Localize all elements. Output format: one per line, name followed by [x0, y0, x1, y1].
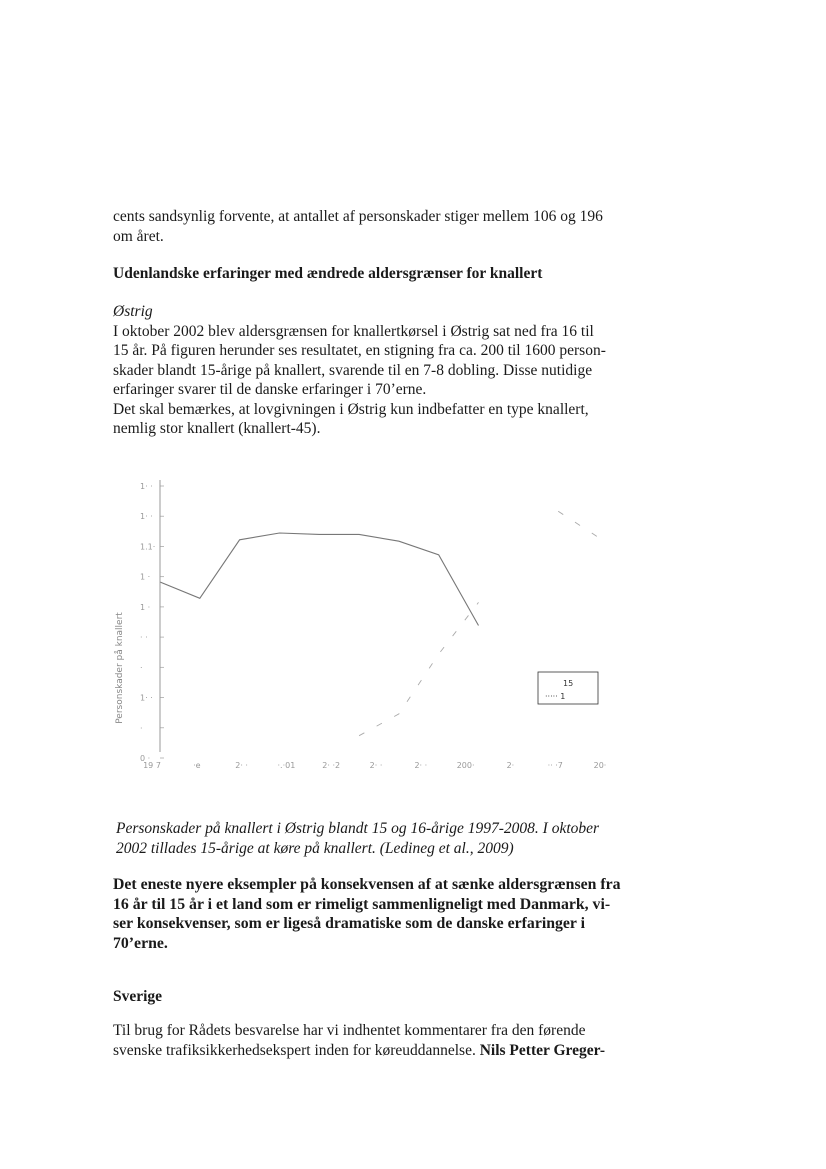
injury-chart-svg	[108, 468, 608, 780]
section-heading: Udenlandske erfaringer med ændrede aldersgrænser for knallert	[113, 265, 543, 282]
y-tick-label: 1· ·	[140, 512, 153, 522]
conclusion-paragraph	[113, 875, 643, 953]
austria-line: erfaringer svarer til de danske erfaringer i 70’erne.	[113, 381, 427, 398]
x-tick-label: ·· ·7	[547, 761, 563, 770]
x-tick-label: 2· ·	[414, 761, 428, 770]
y-tick-label: ·	[140, 663, 143, 673]
y-tick-label: 1· ·	[140, 693, 153, 703]
caption-line: 2002 tillades 15-årige at køre på knallert. (Ledineg et al., 2009)	[116, 839, 514, 857]
austria-line: skader blandt 15-årige på knallert, svarende til en 7-8 dobling. Disse nutidige	[113, 361, 593, 379]
series-line	[558, 511, 598, 537]
conclusion-line: ser konsekvenser, som er ligeså dramatiske som de danske erfaringer i	[113, 915, 585, 932]
austria-line: Det skal bemærkes, at lovgivningen i Østrig kun indbefatter en type knallert,	[113, 400, 589, 418]
y-tick-label: 1 ·	[140, 572, 151, 582]
intro-paragraph	[113, 207, 643, 246]
x-tick-label: ·e	[193, 761, 201, 770]
series-line	[359, 602, 478, 735]
conclusion-line: Det eneste nyere eksempler på konsekvensen af at sænke aldersgrænsen fra	[113, 876, 621, 893]
conclusion-line: 16 år til 15 år i et land som er rimeligt sammenligneligt med Danmark, vi-	[113, 895, 611, 913]
x-tick-label: 20·	[593, 761, 607, 770]
y-tick-label: · ·	[140, 633, 148, 643]
sweden-paragraph	[113, 1021, 643, 1060]
y-axis-label: Personskader på knallert	[115, 612, 125, 724]
legend-entry: ····· 1	[545, 692, 566, 701]
chart-legend	[538, 672, 598, 704]
x-tick-label: 200·	[456, 761, 475, 770]
injury-chart	[108, 468, 608, 780]
intro-line: om året.	[113, 227, 164, 245]
person-name: Nils Petter Greger-	[479, 1041, 606, 1059]
x-tick-label: 2· ·2	[322, 761, 341, 770]
conclusion-line: 70’erne.	[113, 934, 168, 952]
y-tick-label: 0 ·	[140, 754, 151, 763]
series-line	[160, 533, 479, 626]
figure-caption	[116, 819, 646, 858]
y-tick-label: 1.1·	[140, 542, 156, 552]
austria-line: I oktober 2002 blev aldersgrænsen for knallertkørsel i Østrig sat ned fra 16 til	[113, 322, 594, 340]
x-tick-label: 2·	[506, 761, 515, 770]
y-tick-label: 1 ·	[140, 602, 151, 612]
austria-section	[113, 302, 643, 439]
x-tick-label: 2· ·	[235, 761, 248, 770]
austria-subheading: Østrig	[113, 303, 153, 320]
sweden-line	[113, 1041, 643, 1061]
caption-line: Personskader på knallert i Østrig blandt 15 og 16-årige 1997-2008. I oktober	[116, 820, 600, 837]
austria-line: 15 år. På figuren herunder ses resultatet, en stigning fra ca. 200 til 1600 person-	[113, 342, 606, 359]
sweden-heading: Sverige	[113, 988, 163, 1005]
austria-line: nemlig stor knallert (knallert-45).	[113, 420, 321, 437]
sweden-line: Til brug for Rådets besvarelse har vi indhentet kommentarer fra den førende	[113, 1022, 586, 1039]
legend-entry: 15	[563, 679, 574, 688]
sweden-line-text: svenske trafiksikkerhedsekspert inden for køreuddannelse.	[113, 1041, 480, 1059]
intro-line: cents sandsynlig forvente, at antallet af personskader stiger mellem 106 og 196	[113, 208, 603, 225]
y-tick-label: ·	[140, 723, 143, 733]
x-tick-label: 19 7	[143, 761, 161, 770]
x-tick-label: ·.·01	[277, 761, 296, 770]
x-tick-label: 2· ·	[369, 761, 383, 770]
y-tick-label: 1· ·	[140, 482, 153, 491]
